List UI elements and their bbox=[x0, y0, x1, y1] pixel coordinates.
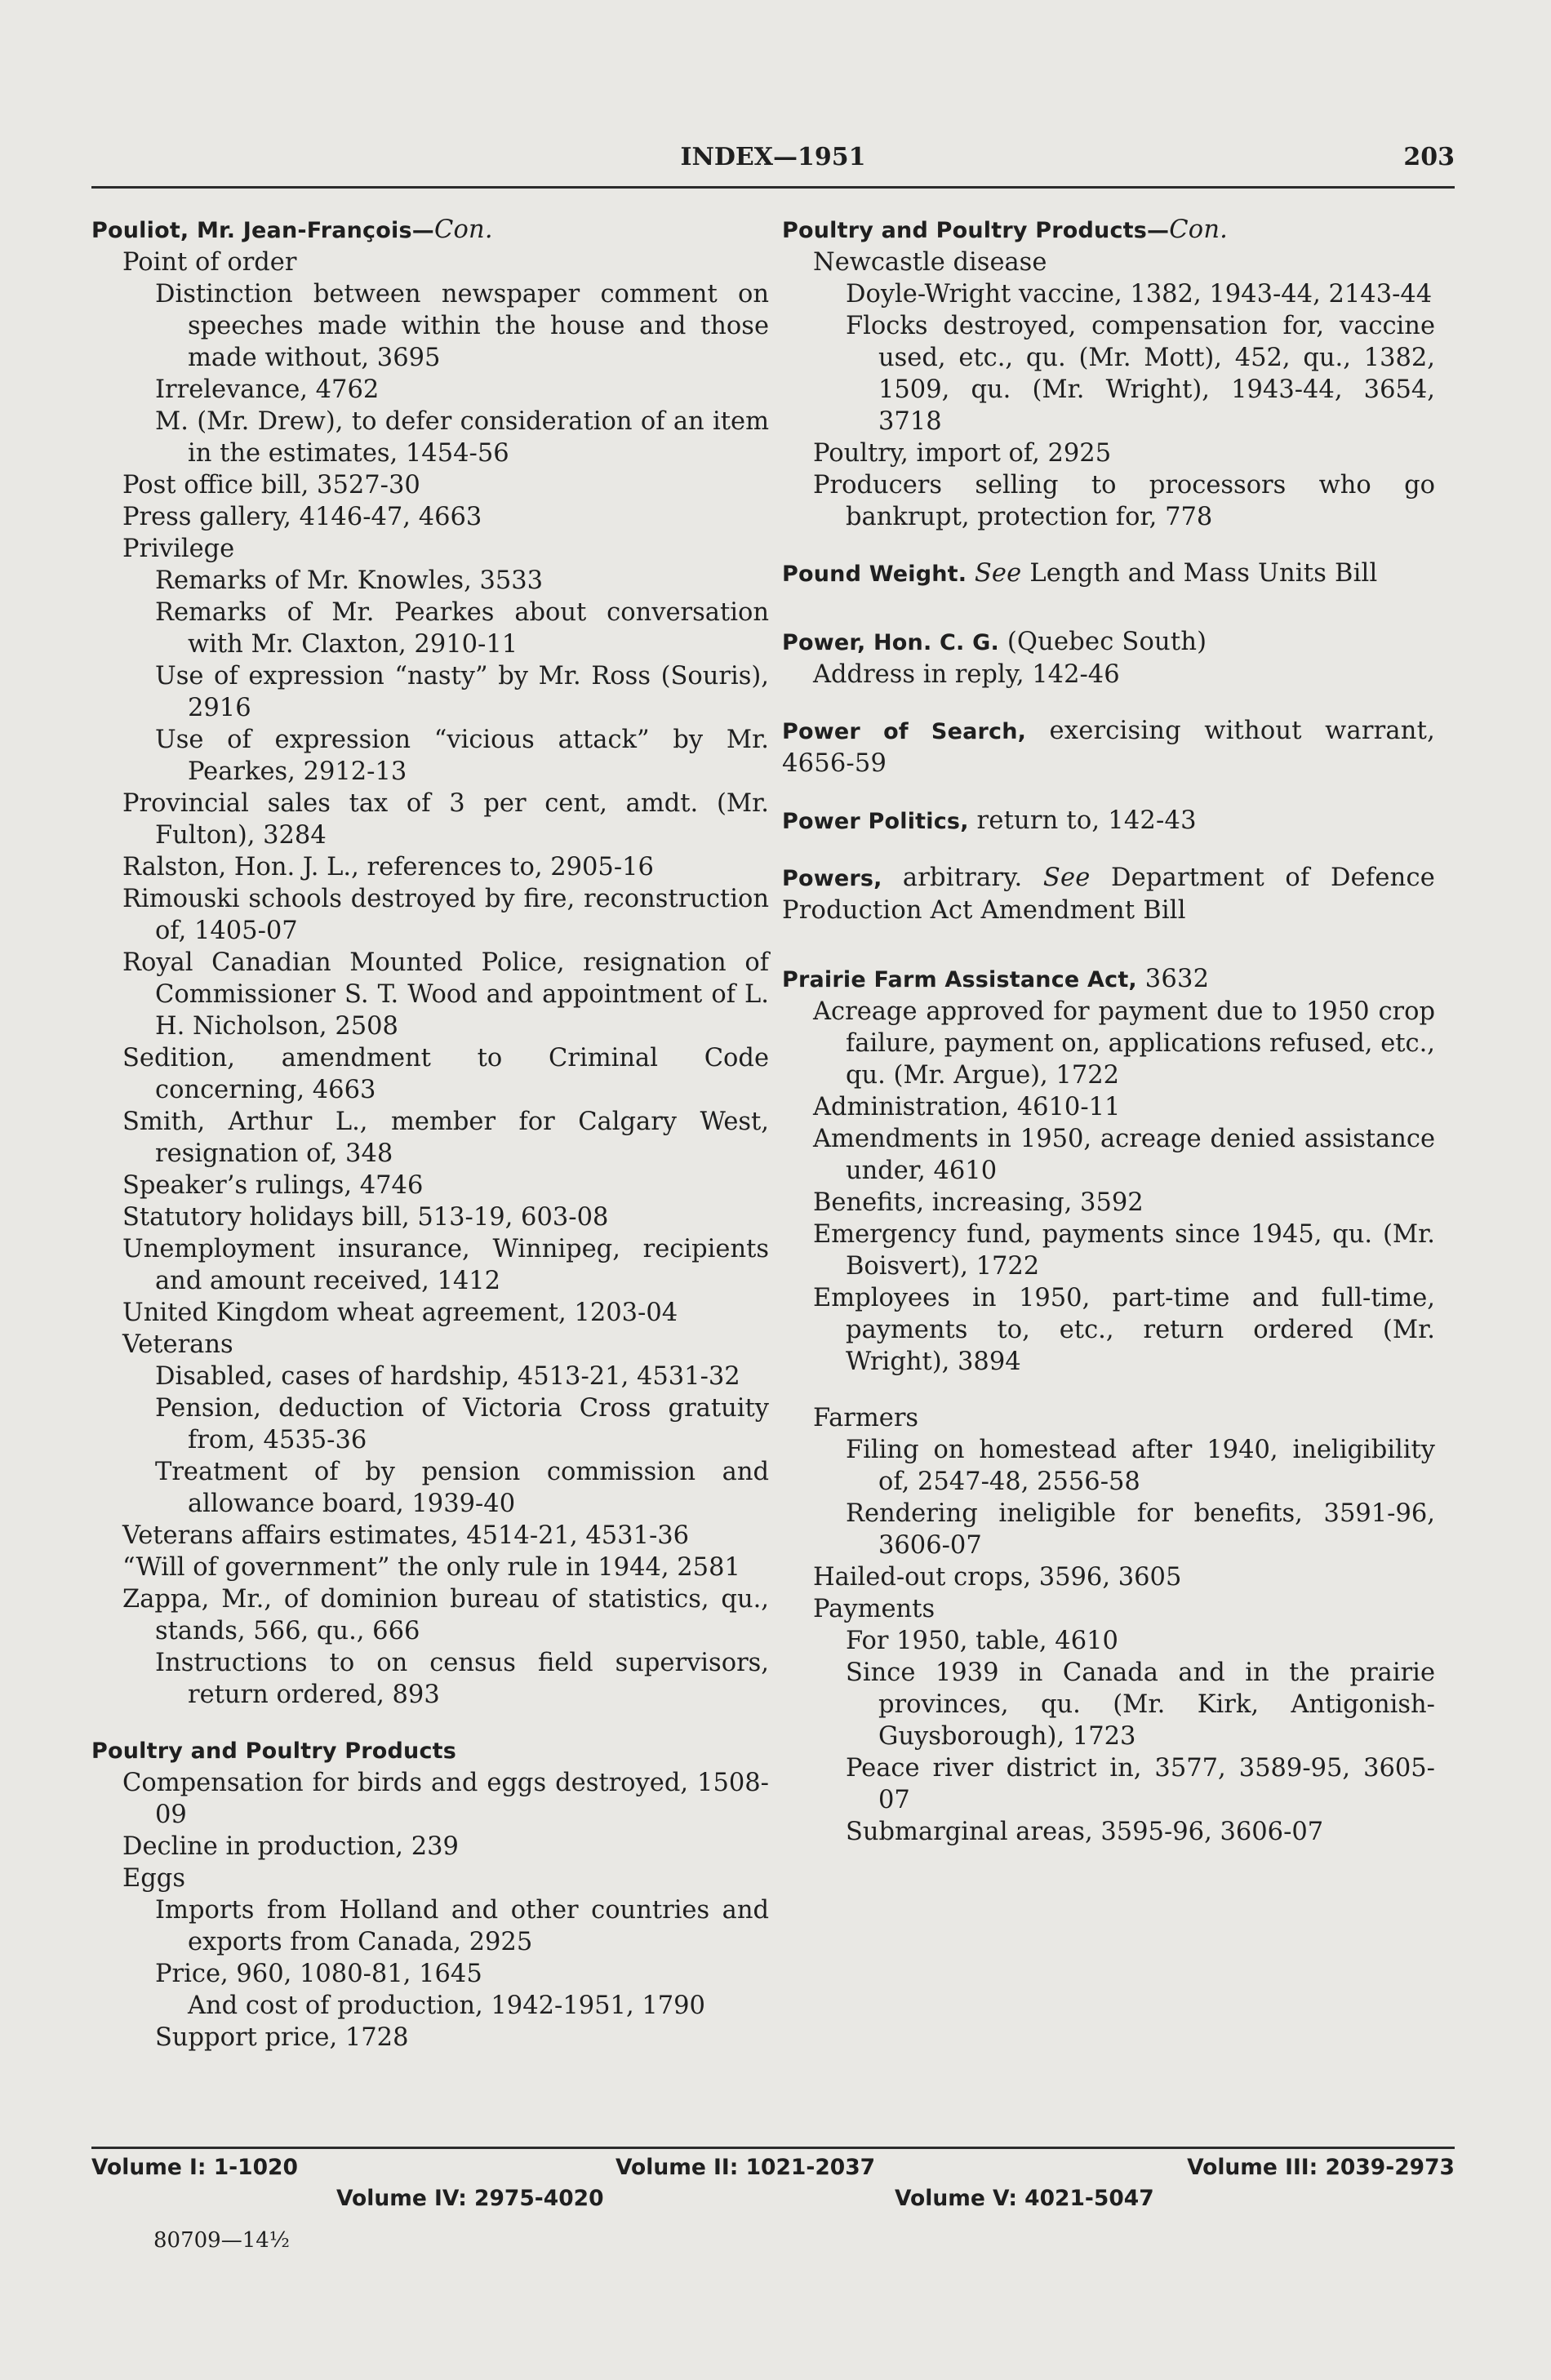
index-entry: Hailed-out crops, 3596, 3605 bbox=[813, 1563, 1182, 1592]
index-entry: Poultry, import of, 2925 bbox=[813, 439, 1112, 468]
index-entry: Administration, 4610-11 bbox=[813, 1093, 1121, 1121]
index-entry: Filing on homestead after 1940, ineligibility of, 2547-48, 2556-58 bbox=[846, 1436, 1435, 1496]
page-title: INDEX—1951 bbox=[680, 143, 866, 171]
right-column bbox=[782, 214, 1435, 1848]
index-entry: Provincial sales tax of 3 per cent, amdt. (Mr. Fulton), 3284 bbox=[122, 789, 769, 850]
index-entry: Smith, Arthur L., member for Calgary West, resignation of, 348 bbox=[122, 1108, 769, 1168]
index-entry: Address in reply, 142-46 bbox=[813, 660, 1120, 689]
page-header bbox=[91, 135, 1455, 184]
volume-3-range: Volume III: 2039-2973 bbox=[1187, 2155, 1455, 2180]
volume-footer bbox=[91, 2155, 1455, 2217]
index-entry: Emergency fund, payments since 1945, qu. (Mr. Boisvert), 1722 bbox=[813, 1220, 1435, 1281]
index-heading: Powers, arbitrary. See Department of Defence Production Act Amendment Bill bbox=[782, 864, 1435, 925]
index-heading: Power, Hon. C. G. (Quebec South) bbox=[782, 628, 1207, 656]
volume-4-range: Volume IV: 2975-4020 bbox=[336, 2186, 604, 2211]
index-entry: Point of order bbox=[122, 248, 297, 277]
print-code: 80709—14½ bbox=[153, 2228, 290, 2253]
index-entry: Remarks of Mr. Knowles, 3533 bbox=[155, 566, 544, 595]
index-entry: Irrelevance, 4762 bbox=[155, 375, 380, 404]
index-entry: Zappa, Mr., of dominion bureau of statistics, qu., stands, 566, qu., 666 bbox=[122, 1585, 769, 1645]
index-heading: Power of Search, exercising without warrant, 4656-59 bbox=[782, 717, 1435, 778]
index-entry: Benefits, increasing, 3592 bbox=[813, 1188, 1144, 1217]
volume-1-range: Volume I: 1-1020 bbox=[91, 2155, 298, 2180]
index-entry: Price, 960, 1080-81, 1645 bbox=[155, 1960, 482, 1988]
index-entry: Farmers bbox=[813, 1404, 919, 1432]
index-entry: “Will of government” the only rule in 1944, 2581 bbox=[122, 1553, 740, 1582]
index-entry: Acreage approved for payment due to 1950 crop failure, payment on, applications refused, etc., qu. (Mr. Argue), 1722 bbox=[813, 997, 1435, 1090]
index-entry: Sedition, amendment to Criminal Code concerning, 4663 bbox=[122, 1044, 769, 1104]
index-entry: Veterans affairs estimates, 4514-21, 4531-36 bbox=[122, 1521, 690, 1550]
index-entry: Ralston, Hon. J. L., references to, 2905-16 bbox=[122, 853, 654, 881]
index-entry: Doyle-Wright vaccine, 1382, 1943-44, 2143-44 bbox=[846, 280, 1433, 309]
index-entry: Post office bill, 3527-30 bbox=[122, 471, 420, 500]
index-entry: Rendering ineligible for benefits, 3591-96, 3606-07 bbox=[846, 1499, 1435, 1560]
index-heading: Power Politics, return to, 142-43 bbox=[782, 806, 1197, 835]
index-heading: Poultry and Poultry Products bbox=[91, 1738, 457, 1764]
index-entry: Since 1939 in Canada and in the prairie provinces, qu. (Mr. Kirk, Antigonish-Guysborough), 1723 bbox=[846, 1658, 1435, 1751]
index-entry: Eggs bbox=[122, 1864, 185, 1893]
header-rule bbox=[91, 186, 1455, 189]
index-entry: Imports from Holland and other countries and exports from Canada, 2925 bbox=[155, 1896, 769, 1956]
index-entry: Speaker’s rulings, 4746 bbox=[122, 1171, 424, 1200]
index-entry: United Kingdom wheat agreement, 1203-04 bbox=[122, 1299, 678, 1327]
index-entry: Distinction between newspaper comment on speeches made within the house and those made without, 3695 bbox=[155, 280, 769, 372]
index-entry: And cost of production, 1942-1951, 1790 bbox=[188, 1991, 705, 2020]
index-entry: Remarks of Mr. Pearkes about conversation with Mr. Claxton, 2910-11 bbox=[155, 598, 769, 659]
index-heading: Poultry and Poultry Products—Con. bbox=[782, 215, 1229, 244]
index-entry: Treatment of by pension commission and allowance board, 1939-40 bbox=[155, 1458, 769, 1518]
index-entry: Use of expression “nasty” by Mr. Ross (Souris), 2916 bbox=[155, 662, 769, 722]
index-entry: Newcastle disease bbox=[813, 248, 1047, 277]
index-entry: Press gallery, 4146-47, 4663 bbox=[122, 503, 482, 531]
index-entry: Unemployment insurance, Winnipeg, recipients and amount received, 1412 bbox=[122, 1235, 769, 1295]
left-column bbox=[91, 214, 769, 2054]
index-entry: Payments bbox=[813, 1595, 935, 1623]
index-entry: Veterans bbox=[122, 1330, 233, 1359]
index-entry: Disabled, cases of hardship, 4513-21, 4531-32 bbox=[155, 1362, 740, 1391]
index-entry: For 1950, table, 4610 bbox=[846, 1627, 1118, 1655]
index-entry: Peace river district in, 3577, 3589-95, 3605-07 bbox=[846, 1754, 1435, 1814]
index-heading: Prairie Farm Assistance Act, 3632 bbox=[782, 965, 1210, 993]
index-entry: Amendments in 1950, acreage denied assistance under, 4610 bbox=[813, 1125, 1435, 1185]
index-entry: Decline in production, 239 bbox=[122, 1832, 459, 1861]
index-entry: Royal Canadian Mounted Police, resignation of Commissioner S. T. Wood and appointment of L. H. Nicholson, 2508 bbox=[122, 948, 769, 1041]
index-entry: Support price, 1728 bbox=[155, 2023, 409, 2052]
index-entry: Pension, deduction of Victoria Cross gratuity from, 4535-36 bbox=[155, 1394, 769, 1454]
index-heading: Pouliot, Mr. Jean-François—Con. bbox=[91, 215, 493, 244]
volume-2-range: Volume II: 1021-2037 bbox=[616, 2155, 876, 2180]
index-entry: Flocks destroyed, compensation for, vaccine used, etc., qu. (Mr. Mott), 452, qu., 1382, 1509, qu. (Mr. Wright), 1943-44, 3654, 3718 bbox=[846, 312, 1435, 436]
index-entry: Statutory holidays bill, 513-19, 603-08 bbox=[122, 1203, 609, 1232]
index-heading: Pound Weight. See Length and Mass Units Bill bbox=[782, 559, 1378, 588]
index-entry: Producers selling to processors who go bankrupt, protection for, 778 bbox=[813, 471, 1435, 531]
index-entry: Submarginal areas, 3595-96, 3606-07 bbox=[846, 1818, 1324, 1846]
index-entry: Rimouski schools destroyed by fire, reconstruction of, 1405-07 bbox=[122, 885, 769, 945]
index-entry: Privilege bbox=[122, 535, 235, 563]
index-entry: Employees in 1950, part-time and full-time, payments to, etc., return ordered (Mr. Wright), 3894 bbox=[813, 1284, 1435, 1376]
index-entry: Compensation for birds and eggs destroyed, 1508-09 bbox=[122, 1769, 769, 1829]
index-entry: Instructions to on census field supervisors, return ordered, 893 bbox=[155, 1649, 769, 1709]
volume-5-range: Volume V: 4021-5047 bbox=[895, 2186, 1154, 2211]
footer-rule bbox=[91, 2147, 1455, 2149]
index-entry: Use of expression “vicious attack” by Mr. Pearkes, 2912-13 bbox=[155, 726, 769, 786]
page-number: 203 bbox=[1403, 143, 1455, 171]
index-entry: M. (Mr. Drew), to defer consideration of an item in the estimates, 1454-56 bbox=[155, 407, 769, 468]
